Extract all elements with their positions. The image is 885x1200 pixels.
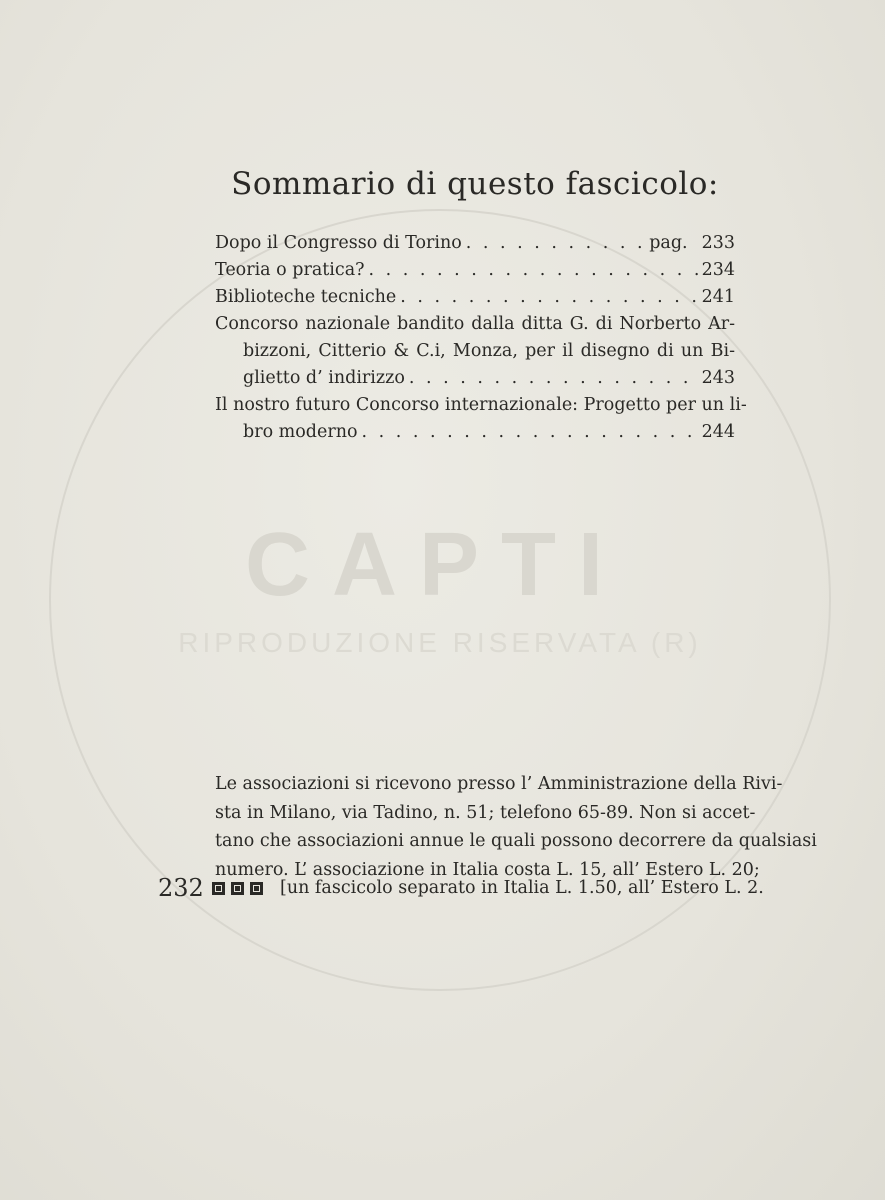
leader-dots xyxy=(409,365,698,392)
toc-entry xyxy=(215,257,735,284)
watermark-main-text: CAPTI xyxy=(245,515,625,615)
notice-line: tano che associazioni annue le quali possono decorrere da qualsiasi xyxy=(215,831,817,851)
watermark-sub-text: RIPRODUZIONE RISERVATA (R) xyxy=(178,627,702,658)
toc-entry-title-continued: bizzoni, Citterio & C.i, Monza, per il disegno di un Bi- xyxy=(243,341,735,361)
toc-entry-title: Il nostro futuro Concorso internazionale: Progetto per un li- xyxy=(215,395,747,415)
toc-entry-title-continued: glietto d’ indirizzo xyxy=(243,368,405,388)
notice-line: Le associazioni si ricevono presso l’ Amministrazione della Rivi- xyxy=(215,774,783,794)
toc-page-number: 233 xyxy=(701,233,735,253)
table-of-contents xyxy=(215,230,747,446)
toc-entry-title-continued: bro moderno xyxy=(243,422,358,442)
square-ornament-icon xyxy=(212,882,225,895)
toc-entry xyxy=(215,284,735,311)
toc-entry-title: Concorso nazionale bandito dalla ditta G. di Norberto Ar- xyxy=(215,314,735,334)
toc-entry xyxy=(215,392,747,446)
ornament-group xyxy=(212,882,263,895)
leader-dots xyxy=(362,419,698,446)
square-ornament-icon xyxy=(250,882,263,895)
toc-entry-title: Biblioteche tecniche xyxy=(215,287,397,307)
page-number: 232 xyxy=(158,874,204,902)
notice-line: numero. L’ associazione in Italia costa L. 15, all’ Estero L. 20; xyxy=(215,859,760,880)
square-ornament-icon xyxy=(231,882,244,895)
toc-entry xyxy=(215,230,735,257)
notice-last-line: [un fascicolo separato in Italia L. 1.50, all’ Estero L. 2. xyxy=(280,878,764,898)
leader-dots xyxy=(400,284,697,311)
toc-page-number: 244 xyxy=(701,422,735,442)
toc-entry-title: Teoria o pratica? xyxy=(215,260,365,280)
page-title: Sommario di questo fascicolo: xyxy=(231,166,719,202)
toc-page-number: 234 xyxy=(701,260,735,280)
subscription-notice xyxy=(215,770,817,884)
leader-dots xyxy=(466,230,645,257)
notice-line: sta in Milano, via Tadino, n. 51; telefono 65-89. Non si accet- xyxy=(215,802,756,823)
toc-page-number: 241 xyxy=(701,287,735,307)
toc-entry xyxy=(215,311,735,392)
pag-label: pag. xyxy=(649,233,688,253)
leader-dots xyxy=(369,257,698,284)
toc-page-number: 243 xyxy=(701,368,735,388)
toc-entry-title: Dopo il Congresso di Torino xyxy=(215,233,462,253)
